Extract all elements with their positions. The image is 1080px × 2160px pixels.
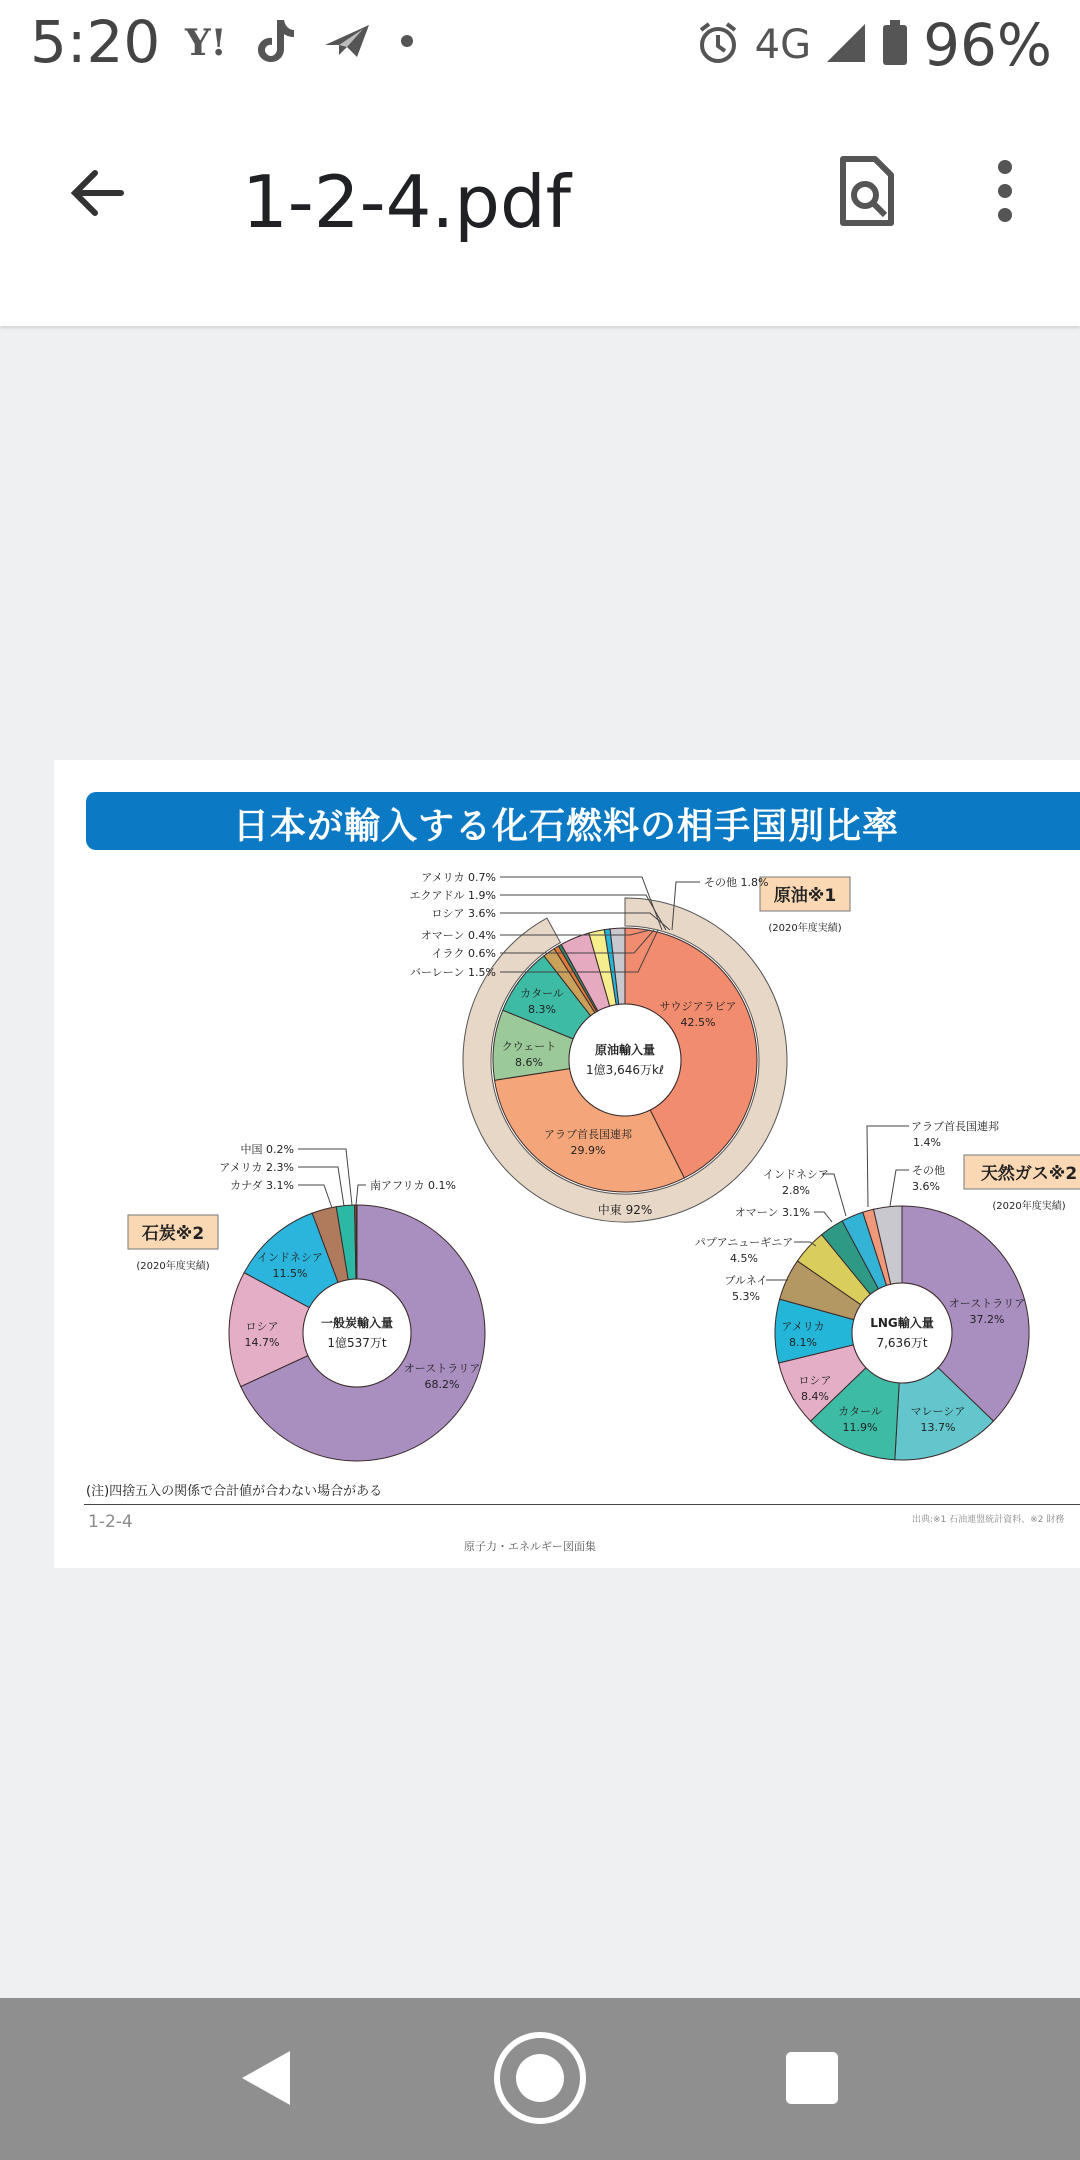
- chart-label: 4.5%: [730, 1252, 758, 1265]
- chart-label: 11.9%: [842, 1421, 878, 1434]
- chart-label: カタール: [520, 987, 564, 1000]
- nav-back-button[interactable]: [216, 2028, 316, 2128]
- chart-label: 3.6%: [912, 1180, 940, 1193]
- status-bar: [0, 0, 1080, 88]
- chart-subtitle: (2020年度実績): [768, 923, 842, 934]
- chart-label: バーレーン 1.5%: [409, 966, 496, 979]
- battery-percent: 96%: [923, 11, 1052, 79]
- nav-back-icon: [238, 2047, 294, 2109]
- system-icons: [695, 8, 1052, 82]
- chart-label: オーストラリア: [403, 1362, 481, 1375]
- chart-label: 8.1%: [789, 1336, 817, 1349]
- nav-home-button[interactable]: [490, 2028, 590, 2128]
- center-label: 一般炭輸入量: [320, 1316, 394, 1330]
- tiktok-icon: [255, 18, 295, 68]
- footnote: (注)四捨五入の関係で合計値が合わない場合がある: [86, 1484, 383, 1499]
- pie-slice: [356, 1205, 357, 1279]
- chart-label: 13.7%: [920, 1421, 956, 1434]
- chart-label: エクアドル 1.9%: [409, 889, 496, 902]
- leader-line: [890, 1170, 909, 1206]
- center-label: 原油輸入量: [594, 1043, 656, 1057]
- status-time: 5:20: [30, 8, 161, 76]
- chart-label: アラブ首長国連邦: [544, 1128, 632, 1141]
- leader-line: [298, 1185, 332, 1208]
- chart-label: インドネシア: [257, 1251, 323, 1264]
- nav-recents-icon: [784, 2050, 840, 2106]
- chart-label: カタール: [838, 1405, 882, 1418]
- divider: [84, 1504, 1080, 1505]
- source-note: 出典:※1 石油連盟統計資料、※2 財務: [912, 1515, 1065, 1525]
- notification-icons: [185, 18, 415, 68]
- network-type: 4G: [754, 22, 812, 68]
- chart-label: 1.4%: [913, 1136, 941, 1149]
- chart-label: イラク 0.6%: [431, 947, 496, 960]
- chart-title: 天然ガス※2: [980, 1164, 1078, 1184]
- donut-hole: [852, 1283, 952, 1383]
- leader-line: [298, 1167, 344, 1206]
- chart-label: 8.4%: [801, 1390, 829, 1403]
- lng-chart: [695, 1119, 1080, 1460]
- chart-label: オマーン 3.1%: [734, 1206, 810, 1219]
- chart-label: アメリカ 0.7%: [421, 871, 496, 884]
- leader-line: [298, 1149, 352, 1205]
- chart-label: ロシア: [245, 1320, 279, 1333]
- search-document-icon: [837, 155, 897, 227]
- pdf-page[interactable]: [54, 760, 1080, 1568]
- donut-hole: [303, 1279, 411, 1387]
- chart-label: 8.3%: [528, 1003, 556, 1016]
- chart-label: パプアニューギニア: [694, 1236, 794, 1249]
- page-code: 1-2-4: [88, 1512, 133, 1532]
- chart-label: 14.7%: [244, 1336, 280, 1349]
- chart-label: アメリカ 2.3%: [219, 1161, 294, 1174]
- chart-label: マレーシア: [910, 1405, 966, 1418]
- navigation-bar: [0, 1998, 1080, 2160]
- chart-label: アメリカ: [781, 1320, 825, 1333]
- chart-label: オマーン 0.4%: [420, 929, 496, 942]
- chart-label: 68.2%: [424, 1378, 460, 1391]
- chart-label: 42.5%: [680, 1016, 716, 1029]
- chart-label: カナダ 3.1%: [230, 1179, 294, 1192]
- chart-label: クウェート: [501, 1040, 557, 1053]
- chart-label: その他: [912, 1164, 945, 1177]
- document-title: 1-2-4.pdf: [242, 160, 572, 244]
- center-value: 7,636万t: [876, 1336, 928, 1350]
- chart-label: 8.6%: [515, 1056, 543, 1069]
- chart-label: 11.5%: [272, 1267, 308, 1280]
- nav-recents-button[interactable]: [762, 2028, 862, 2128]
- chart-label: 中国 0.2%: [240, 1143, 294, 1156]
- dot-icon: [399, 33, 415, 53]
- chart-label: ブルネイ: [724, 1274, 768, 1287]
- search-document-button[interactable]: [822, 136, 912, 246]
- leader-line: [814, 1212, 832, 1222]
- app-bar: [0, 88, 1080, 326]
- nav-home-icon: [492, 2030, 588, 2126]
- battery-icon: [881, 20, 909, 70]
- more-options-button[interactable]: [960, 136, 1050, 246]
- chart-label: 29.9%: [570, 1144, 606, 1157]
- donut-hole: [569, 1004, 681, 1116]
- coal-chart: [128, 1142, 485, 1461]
- center-label: LNG輸入量: [870, 1316, 934, 1330]
- more-vert-icon: [995, 159, 1015, 223]
- chart-area: [54, 760, 1080, 1480]
- chart-title: 原油※1: [773, 886, 837, 906]
- yahoo-icon: Y!: [185, 22, 227, 64]
- chart-label: アラブ首長国連邦: [911, 1120, 999, 1133]
- chart-label: ロシア: [798, 1374, 832, 1387]
- ring-label: 中東 92%: [597, 1203, 653, 1217]
- leader-line: [867, 1126, 909, 1207]
- back-button[interactable]: [52, 148, 142, 238]
- leader-line: [356, 1185, 366, 1205]
- chart-label: 南アフリカ 0.1%: [370, 1179, 456, 1192]
- chart-label: 37.2%: [969, 1313, 1005, 1326]
- send-icon: [323, 21, 371, 65]
- chart-label: オーストラリア: [948, 1297, 1026, 1310]
- alarm-icon: [695, 20, 741, 70]
- chart-label: ロシア 3.6%: [431, 907, 496, 920]
- chart-label: サウジアラビア: [659, 1000, 737, 1013]
- chart-subtitle: (2020年度実績): [136, 1261, 210, 1272]
- chart-label: その他 1.8%: [704, 876, 769, 889]
- chart-label: インドネシア: [763, 1168, 829, 1181]
- center-value: 1億3,646万kℓ: [586, 1063, 664, 1077]
- chart-subtitle: (2020年度実績): [992, 1201, 1066, 1212]
- publication-name: 原子力・エネルギー図面集: [464, 1540, 596, 1553]
- chart-title: 石炭※2: [141, 1224, 205, 1244]
- signal-icon: [825, 22, 867, 68]
- chart-label: 2.8%: [782, 1184, 810, 1197]
- banner-title: 日本が輸入する化石燃料の相手国別比率: [232, 806, 899, 847]
- chart-label: 5.3%: [732, 1290, 760, 1303]
- back-arrow-icon: [67, 163, 127, 223]
- center-value: 1億537万t: [327, 1336, 387, 1350]
